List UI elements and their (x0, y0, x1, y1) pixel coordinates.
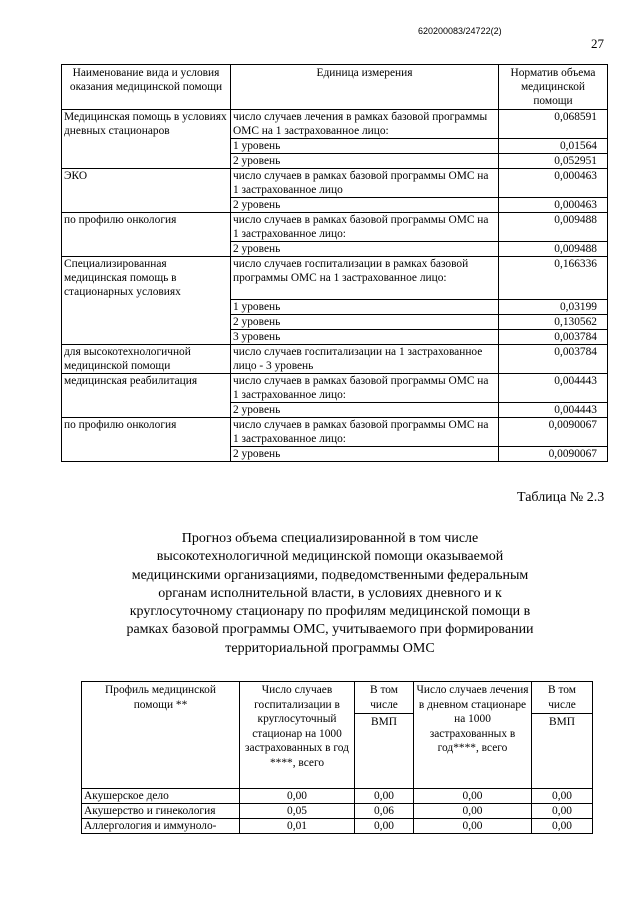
norm-value-cell: 0,009488 (499, 242, 608, 257)
table-row (62, 213, 608, 242)
profile-cell: Акушерство и гинекология (82, 804, 240, 819)
header-vmp-1: ВМП (355, 714, 414, 789)
unit-cell: 2 уровень (231, 446, 499, 461)
unit-cell: 2 уровень (231, 154, 499, 169)
service-name-cell: ЭКО (62, 169, 231, 198)
norm-value-cell: 0,03199 (499, 299, 608, 314)
norm-value-cell: 0,0090067 (499, 446, 608, 461)
table-header-row (82, 682, 593, 714)
norm-value-cell: 0,166336 (499, 257, 608, 300)
unit-cell: число случаев госпитализации в рамках базовой программы ОМС на 1 застрахованное лицо: (231, 257, 499, 300)
unit-cell: число случаев в рамках базовой программы ОМС на 1 застрахованное лицо (231, 169, 499, 198)
unit-cell: число случаев госпитализации на 1 застрахованное лицо - 3 уровень (231, 344, 499, 373)
norm-value-cell: 0,068591 (499, 110, 608, 139)
forecast-table (81, 681, 593, 834)
service-name-cell (62, 314, 231, 329)
day-hospital-vmp-cell: 0,00 (532, 819, 593, 834)
service-name-cell (62, 329, 231, 344)
day-hospital-vmp-cell: 0,00 (532, 804, 593, 819)
table-row (62, 314, 608, 329)
norm-value-cell: 0,004443 (499, 373, 608, 402)
norm-value-cell: 0,004443 (499, 402, 608, 417)
norm-value-cell: 0,009488 (499, 213, 608, 242)
header-service-type: Наименование вида и условия оказания медицинской помощи (62, 65, 231, 110)
header-norm: Норматив объема медицинской помощи (499, 65, 608, 110)
table-title: Прогноз объема специализированной в том числе высокотехнологичной медицинской помощи оказываемой медицинскими организациями, подведомственными федеральным органам исполнительной власти, в условиях дневного и к круглосуточному стационару по профилям медицинской помощи в рамках базовой программы ОМС, учитываемого при формировании территориальной программы ОМС (126, 531, 534, 656)
table-row (62, 417, 608, 446)
norm-value-cell: 0,130562 (499, 314, 608, 329)
service-name-cell (62, 299, 231, 314)
table-row (62, 402, 608, 417)
hospitalization-cell: 0,00 (240, 789, 355, 804)
service-name-cell (62, 154, 231, 169)
profile-cell: Акушерское дело (82, 789, 240, 804)
table-row (62, 373, 608, 402)
day-hospital-cell: 0,00 (414, 789, 532, 804)
service-name-cell (62, 139, 231, 154)
table-header-row (62, 65, 608, 110)
service-name-cell: Специализированная медицинская помощь в стационарных условиях (62, 257, 231, 300)
unit-cell: число случаев в рамках базовой программы ОМС на 1 застрахованное лицо: (231, 373, 499, 402)
day-hospital-cell: 0,00 (414, 804, 532, 819)
table-row (62, 344, 608, 373)
norm-value-cell: 0,003784 (499, 344, 608, 373)
service-name-cell (62, 446, 231, 461)
page-number: 27 (591, 36, 604, 51)
table-row (62, 446, 608, 461)
service-name-cell: по профилю онкология (62, 213, 231, 242)
table-row (62, 257, 608, 300)
table-label: Таблица № 2.3 (517, 490, 605, 505)
table-row (82, 804, 593, 819)
service-name-cell (62, 402, 231, 417)
table-row (62, 198, 608, 213)
document-id: 620200083/24722(2) (418, 26, 502, 36)
day-hospital-cell: 0,00 (414, 819, 532, 834)
table-row (62, 329, 608, 344)
day-hospital-vmp-cell: 0,00 (532, 789, 593, 804)
norm-value-cell: 0,003784 (499, 329, 608, 344)
table-row (62, 154, 608, 169)
norm-value-cell: 0,000463 (499, 198, 608, 213)
unit-cell: 2 уровень (231, 242, 499, 257)
hospitalization-cell: 0,05 (240, 804, 355, 819)
table-row (62, 242, 608, 257)
table-row (62, 299, 608, 314)
service-name-cell: по профилю онкология (62, 417, 231, 446)
unit-cell: 1 уровень (231, 299, 499, 314)
header-including-1: В том числе (355, 682, 414, 714)
service-name-cell (62, 198, 231, 213)
table-row (62, 110, 608, 139)
unit-cell: 3 уровень (231, 329, 499, 344)
header-hospitalization: Число случаев госпитализации в круглосуточный стационар на 1000 застрахованных в год ****, всего (240, 682, 355, 789)
norm-value-cell: 0,000463 (499, 169, 608, 198)
unit-cell: 1 уровень (231, 139, 499, 154)
table-row (82, 819, 593, 834)
header-profile: Профиль медицинской помощи ** (82, 682, 240, 789)
profile-cell: Аллергология и иммуноло- (82, 819, 240, 834)
header-vmp-2: ВМП (532, 714, 593, 789)
service-name-cell: медицинская реабилитация (62, 373, 231, 402)
unit-cell: число случаев лечения в рамках базовой программы ОМС на 1 застрахованное лицо: (231, 110, 499, 139)
volume-norms-table (61, 64, 608, 462)
hospitalization-vmp-cell: 0,00 (355, 819, 414, 834)
hospitalization-vmp-cell: 0,06 (355, 804, 414, 819)
unit-cell: число случаев в рамках базовой программы ОМС на 1 застрахованное лицо: (231, 417, 499, 446)
service-name-cell: для высокотехнологичной медицинской помощи (62, 344, 231, 373)
unit-cell: 2 уровень (231, 314, 499, 329)
unit-cell: число случаев в рамках базовой программы ОМС на 1 застрахованное лицо: (231, 213, 499, 242)
unit-cell: 2 уровень (231, 402, 499, 417)
service-name-cell: Медицинская помощь в условиях дневных стационаров (62, 110, 231, 139)
header-unit: Единица измерения (231, 65, 499, 110)
unit-cell: 2 уровень (231, 198, 499, 213)
norm-value-cell: 0,052951 (499, 154, 608, 169)
table-row (62, 169, 608, 198)
table-row (62, 139, 608, 154)
table-row (82, 789, 593, 804)
hospitalization-cell: 0,01 (240, 819, 355, 834)
header-day-hospital: Число случаев лечения в дневном стационаре на 1000 застрахованных в год****, всего (414, 682, 532, 789)
norm-value-cell: 0,0090067 (499, 417, 608, 446)
hospitalization-vmp-cell: 0,00 (355, 789, 414, 804)
norm-value-cell: 0,01564 (499, 139, 608, 154)
header-including-2: В том числе (532, 682, 593, 714)
service-name-cell (62, 242, 231, 257)
